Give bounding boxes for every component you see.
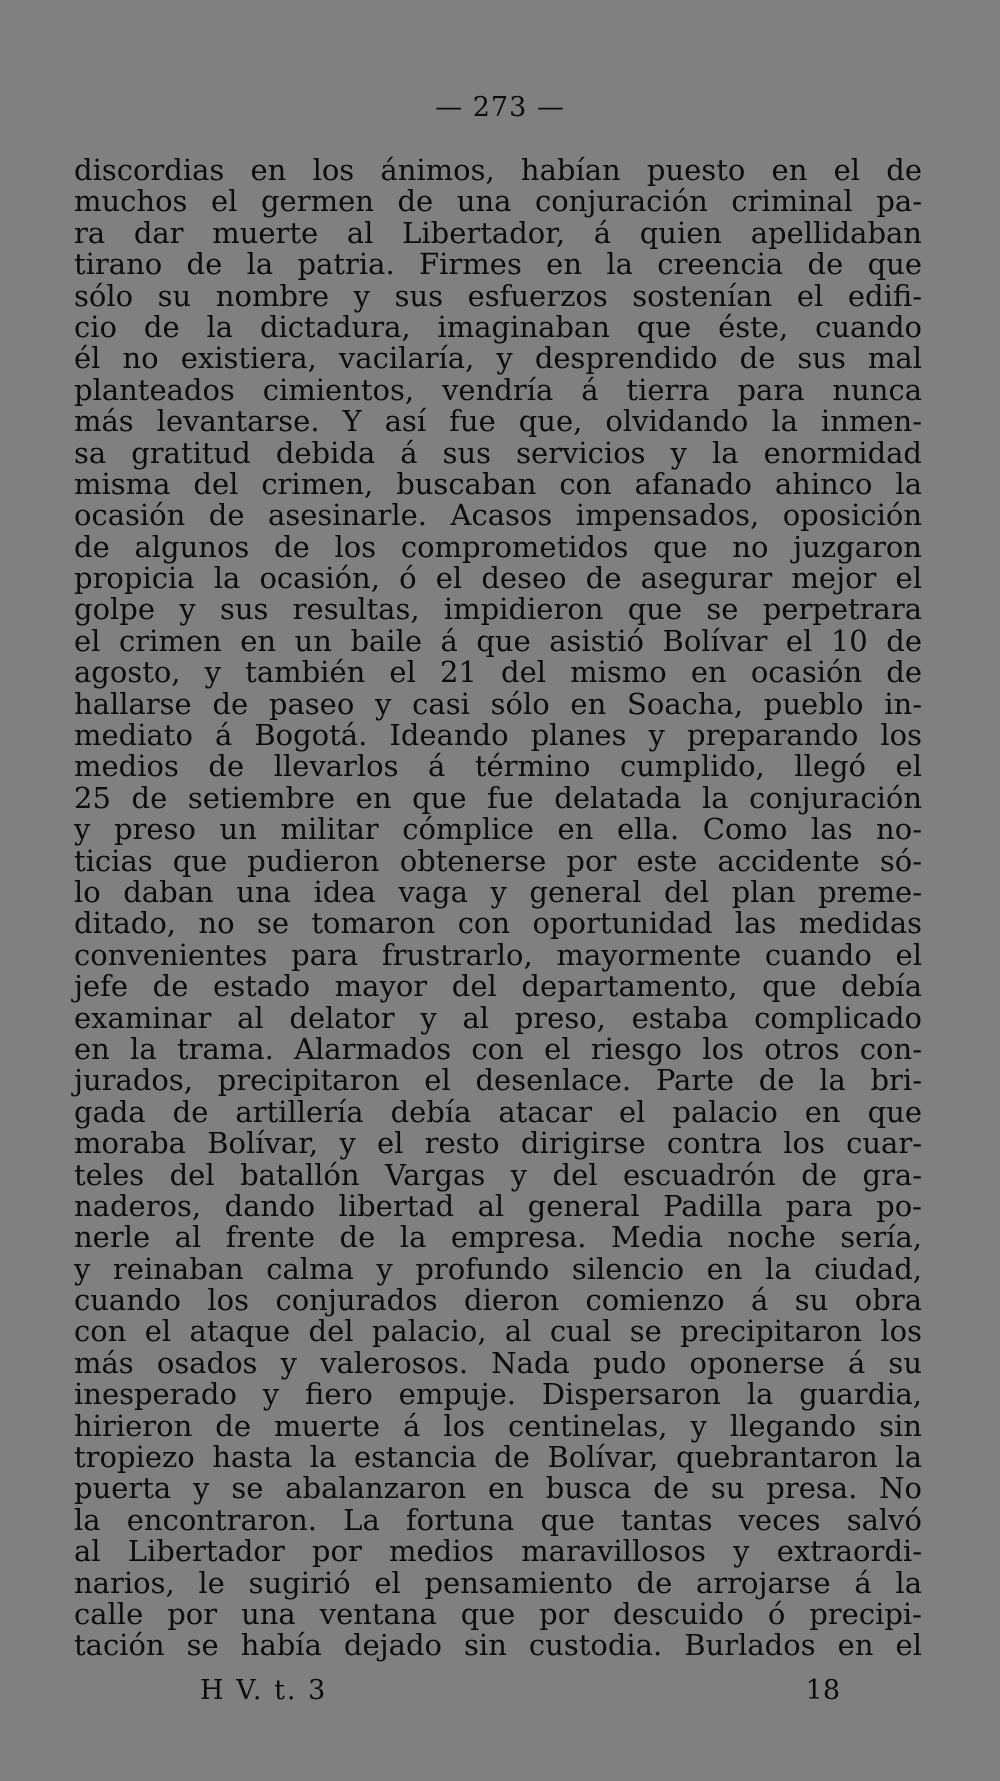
- text-line: él no existiera, vacilaría, y desprendido de sus mal: [74, 341, 922, 376]
- text-line: nerle al frente de la empresa. Media noche sería,: [74, 1220, 922, 1255]
- text-line: agosto, y también el 21 del mismo en ocasión de: [74, 655, 922, 690]
- text-line: con el ataque del palacio, al cual se precipitaron los: [74, 1314, 922, 1349]
- text-line: lo daban una idea vaga y general del plan preme-: [74, 874, 922, 909]
- text-line: puerta y se abalanzaron en busca de su presa. No: [74, 1471, 922, 1506]
- text-line: ticias que pudieron obtenerse por este accidente só-: [74, 843, 922, 878]
- text-line: gada de artillería debía atacar el palacio en que: [74, 1094, 922, 1129]
- text-line: más osados y valerosos. Nada pudo oponerse á su: [74, 1345, 922, 1380]
- text-line: ocasión de asesinarle. Acasos impensados, oposición: [74, 498, 922, 533]
- text-line: moraba Bolívar, y el resto dirigirse contra los cuar-: [74, 1126, 922, 1161]
- text-line: convenientes para frustrarlo, mayormente cuando el: [74, 937, 922, 972]
- text-line: golpe y sus resultas, impidieron que se perpetrara: [74, 592, 922, 627]
- text-line: planteados cimientos, vendría á tierra para nunca: [74, 372, 922, 407]
- text-line: al Libertador por medios maravillosos y extraordi-: [74, 1534, 922, 1569]
- text-line: examinar al delator y al preso, estaba complicado: [74, 1000, 922, 1035]
- text-line: medios de llevarlos á término cumplido, llegó el: [74, 749, 922, 784]
- page-number: — 273 —: [435, 92, 565, 123]
- text-line: la encontraron. La fortuna que tantas veces salvó: [74, 1502, 922, 1537]
- footer-signature-number: 18: [805, 1675, 840, 1706]
- footer-volume-mark: H V. t. 3: [200, 1675, 328, 1706]
- text-line: hirieron de muerte á los centinelas, y llegando sin: [74, 1408, 922, 1443]
- text-line: muchos el germen de una conjuración criminal pa-: [74, 184, 922, 219]
- text-line: el crimen en un baile á que asistió Bolívar el 10 de: [74, 623, 922, 658]
- text-line: naderos, dando libertad al general Padilla para po-: [74, 1188, 922, 1223]
- text-line: mediato á Bogotá. Ideando planes y preparando los: [74, 718, 922, 753]
- text-line: 25 de setiembre en que fue delatada la conjuración: [74, 780, 922, 815]
- text-line: teles del batallón Vargas y del escuadrón de gra-: [74, 1157, 922, 1192]
- text-line: calle por una ventana que por descuido ó precipi-: [74, 1596, 922, 1631]
- text-line: sólo su nombre y sus esfuerzos sostenían el edifi-: [74, 278, 922, 313]
- text-line: misma del crimen, buscaban con afanado ahinco la: [74, 466, 922, 501]
- text-line: tirano de la patria. Firmes en la creencia de que: [74, 247, 922, 282]
- text-line: inesperado y fiero empuje. Dispersaron la guardia,: [74, 1377, 922, 1412]
- text-line: ra dar muerte al Libertador, á quien apellidaban: [74, 215, 922, 250]
- text-line: tropiezo hasta la estancia de Bolívar, quebrantaron la: [74, 1440, 922, 1475]
- text-line: jefe de estado mayor del departamento, que debía: [74, 969, 922, 1004]
- text-line: más levantarse. Y así fue que, olvidando la inmen-: [74, 404, 922, 439]
- text-line: cio de la dictadura, imaginaban que éste, cuando: [74, 309, 922, 344]
- text-line: hallarse de paseo y casi sólo en Soacha, pueblo in-: [74, 686, 922, 721]
- text-line: narios, le sugirió el pensamiento de arrojarse á la: [74, 1565, 922, 1600]
- text-line: propicia la ocasión, ó el deseo de asegurar mejor el: [74, 561, 922, 596]
- text-line: ditado, no se tomaron con oportunidad las medidas: [74, 906, 922, 941]
- text-line: discordias en los ánimos, habían puesto en el de: [74, 153, 922, 187]
- body-text: [74, 155, 922, 1662]
- text-line: tación se había dejado sin custodia. Burlados en el: [74, 1628, 922, 1663]
- text-line: en la trama. Alarmados con el riesgo los otros con-: [74, 1031, 922, 1066]
- text-line: jurados, precipitaron el desenlace. Parte de la bri-: [74, 1063, 922, 1098]
- text-line: de algunos de los comprometidos que no juzgaron: [74, 529, 922, 564]
- text-line: y preso un militar cómplice en ella. Como las no-: [74, 812, 922, 847]
- text-line: cuando los conjurados dieron comienzo á su obra: [74, 1283, 922, 1318]
- text-line: y reinaban calma y profundo silencio en la ciudad,: [74, 1251, 922, 1286]
- text-line: sa gratitud debida á sus servicios y la enormidad: [74, 435, 922, 470]
